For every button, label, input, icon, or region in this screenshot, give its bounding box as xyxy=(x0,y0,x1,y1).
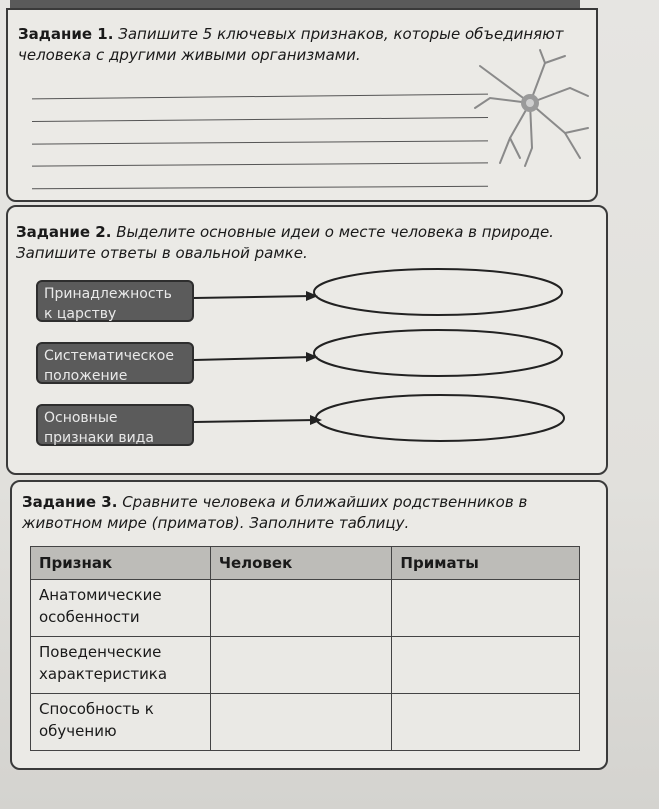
comparison-table xyxy=(30,546,580,751)
box-systematic-line2: положение xyxy=(44,368,128,384)
row-label-line2: обучению xyxy=(39,722,117,740)
cell-human-anatomical[interactable] xyxy=(210,580,392,637)
box-species-line2: признаки вида xyxy=(44,430,154,446)
table-header-row xyxy=(31,547,580,580)
task1-text-line1: Запишите 5 ключевых признаков, которые объединяют xyxy=(118,25,564,43)
answer-oval-1[interactable] xyxy=(314,269,562,315)
header-primates: Приматы xyxy=(392,547,580,580)
task3-title xyxy=(22,492,592,534)
row-label-anatomical xyxy=(31,580,211,637)
row-label-line1: Поведенческие xyxy=(39,643,162,661)
box-kingdom-line2: к царству xyxy=(44,306,117,322)
header-human: Человек xyxy=(210,547,392,580)
box-species-line1: Основные xyxy=(44,410,118,426)
row-label-line1: Анатомические xyxy=(39,586,162,604)
arrowhead-1 xyxy=(306,291,318,301)
row-label-line1: Способность к xyxy=(39,700,154,718)
cell-human-learning[interactable] xyxy=(210,694,392,751)
task1-label: Задание 1. xyxy=(18,25,114,43)
table-row xyxy=(31,637,580,694)
cell-primates-learning[interactable] xyxy=(392,694,580,751)
row-label-line2: характеристика xyxy=(39,665,168,683)
box-systematic-line1: Систематическое xyxy=(44,348,174,364)
task3-text-line1: Сравните человека и ближайших родственников в xyxy=(122,493,528,511)
task2-text-line1: Выделите основные идеи о месте человека в природе. xyxy=(116,223,554,241)
task3-label: Задание 3. xyxy=(22,493,118,511)
cell-human-behavioral[interactable] xyxy=(210,637,392,694)
header-trait: Признак xyxy=(31,547,211,580)
task3-text-line2: животном мире (приматов). Заполните таблицу. xyxy=(22,514,410,532)
table-row xyxy=(31,580,580,637)
row-label-behavioral xyxy=(31,637,211,694)
answer-oval-3[interactable] xyxy=(316,395,564,441)
arrow-line-1 xyxy=(194,296,312,298)
row-label-learning xyxy=(31,694,211,751)
answer-oval-2[interactable] xyxy=(314,330,562,376)
row-label-line2: особенности xyxy=(39,608,140,626)
arrowhead-2 xyxy=(306,352,318,362)
task2-label: Задание 2. xyxy=(16,223,112,241)
cell-primates-behavioral[interactable] xyxy=(392,637,580,694)
cell-primates-anatomical[interactable] xyxy=(392,580,580,637)
task2-text-line2: Запишите ответы в овальной рамке. xyxy=(16,244,308,262)
table-row xyxy=(31,694,580,751)
arrow-line-2 xyxy=(194,357,312,360)
arrow-line-3 xyxy=(194,420,316,422)
task1-text-line2: человека с другими живыми организмами. xyxy=(18,46,361,64)
box-kingdom-line1: Принадлежность xyxy=(44,286,172,302)
